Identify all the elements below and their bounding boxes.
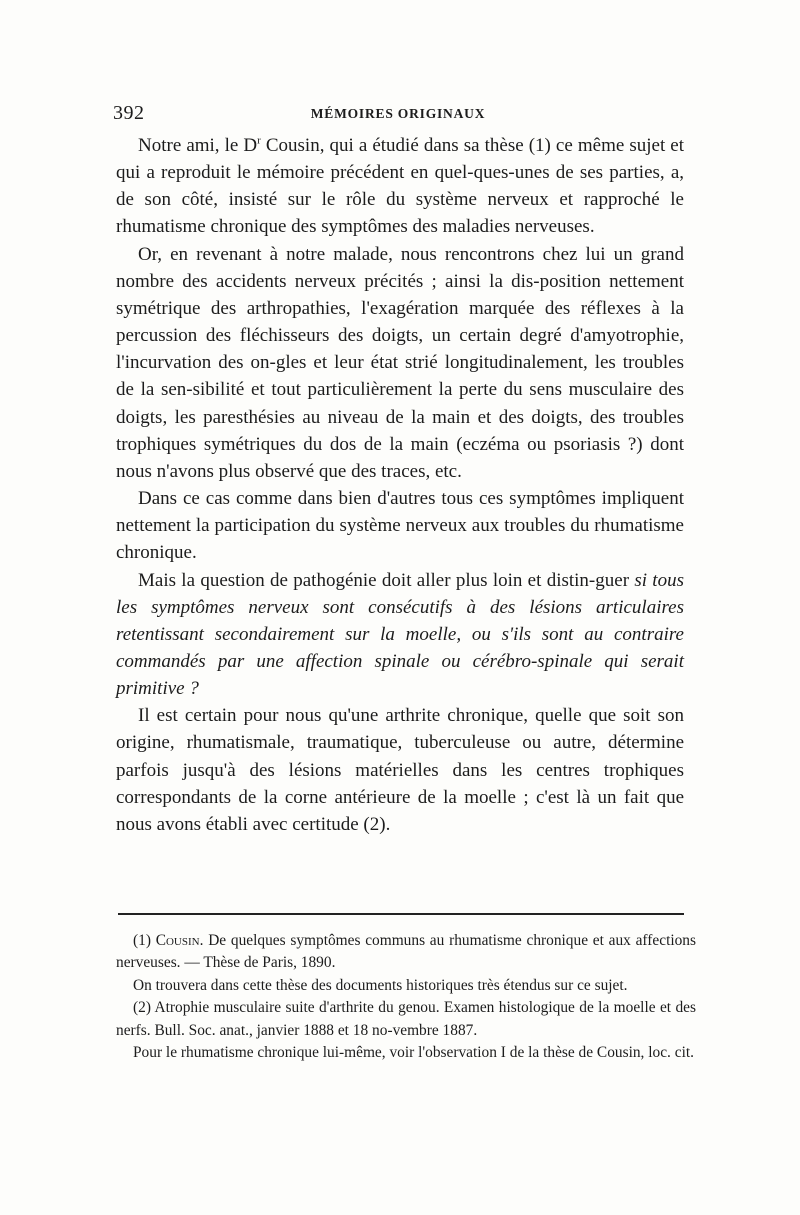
paragraph-1-text-b: Cousin, qui a étudié dans sa thèse (1) ce même sujet et qui a reproduit le mémoire précédent en quel-ques-unes de ses parties, a, de son côté, insisté sur le rôle du système nerveux et rapproché le rhumatisme chronique des symptômes des maladies nerveuses.: [116, 135, 685, 238]
footnote-1-mark: (1): [133, 932, 156, 949]
paragraph-5: Il est certain pour nous qu'une arthrite chronique, quelle que soit son origine, rhumatismale, traumatique, tuberculeuse ou autre, détermine parfois jusqu'à des lésions matérielles dans les centres trophiques correspondants de la corne antérieure de la moelle ; c'est là un fait que nous avons établi avec certitude (2).: [116, 705, 684, 835]
footnote-2-end: , janvier 1888 et 18 no-vembre 1887.: [248, 1021, 478, 1039]
paragraph-4-italic: si tous les symptômes nerveux sont consécutifs à des lésions articulaires retentissant secondairement sur la moelle, ou s'ils sont au contraire commandés par une affection spinale ou cérébro-spinale qui serait primitive ?: [116, 569, 684, 700]
paragraph-2: Or, en revenant à notre malade, nous rencontrons chez lui un grand nombre des accidents nerveux précités ; ainsi la dis-position nettement symétrique des arthropathies, l'exagération marquée des réflexes à la percussion des fléchisseurs des doigts, un certain degré d'amyotrophie, l'incurvation des on-gles et leur état strié longitudinalement, les troubles de la sen-sibilité et tout particulièrement la perte du sens musculaire des doigts, les paresthésies au niveau de la main et des doigts, des troubles trophiques symétriques du dos de la main (eczéma ou psoriasis ?) dont nous n'avons plus observé que des traces, etc.: [116, 243, 684, 482]
footnote-3: [116, 1042, 696, 1064]
footnotes: [116, 930, 696, 1064]
paragraph-1: [116, 132, 684, 241]
running-title: MÉMOIRES ORIGINAUX: [310, 106, 486, 121]
footnote-2-text: (2) Atrophie musculaire suite d'arthrite du genou. Examen histologique de la moelle et des nerfs.: [116, 999, 696, 1039]
footnote-1-text: . De quelques symptômes communs au rhumatisme chronique et aux affections nerveuses. — Thèse de Paris, 1890.: [116, 932, 696, 972]
paragraph-3: Dans ce cas comme dans bien d'autres tous ces symptômes impliquent nettement la participation du système nerveux aux troubles du rhumatisme chronique.: [116, 488, 684, 564]
paragraph-4: [116, 567, 684, 703]
footnote-2-journal: Bull. Soc. anat.: [154, 1021, 249, 1039]
footnote-1: [116, 930, 696, 975]
paragraph-4-roman: Mais la question de pathogénie doit aller plus loin et distin-guer: [138, 569, 635, 591]
paragraph-1-text-a: Notre ami, le D: [138, 135, 258, 156]
footnote-3-text: Pour le rhumatisme chronique lui-même, voir l'observation I de la thèse de Cousin,: [133, 1044, 649, 1062]
footnote-rule: [118, 913, 684, 915]
page-header: [113, 102, 683, 130]
footnote-3-ref: loc. cit.: [648, 1044, 694, 1062]
footnote-2: [116, 997, 696, 1042]
page-number: 392: [113, 102, 145, 124]
doctor-superscript: r: [257, 134, 261, 147]
footnote-1-author: Cousin: [155, 932, 200, 949]
main-text: [116, 132, 684, 838]
footnote-1-continued: On trouvera dans cette thèse des documents historiques très étendus sur ce sujet.: [133, 976, 628, 994]
